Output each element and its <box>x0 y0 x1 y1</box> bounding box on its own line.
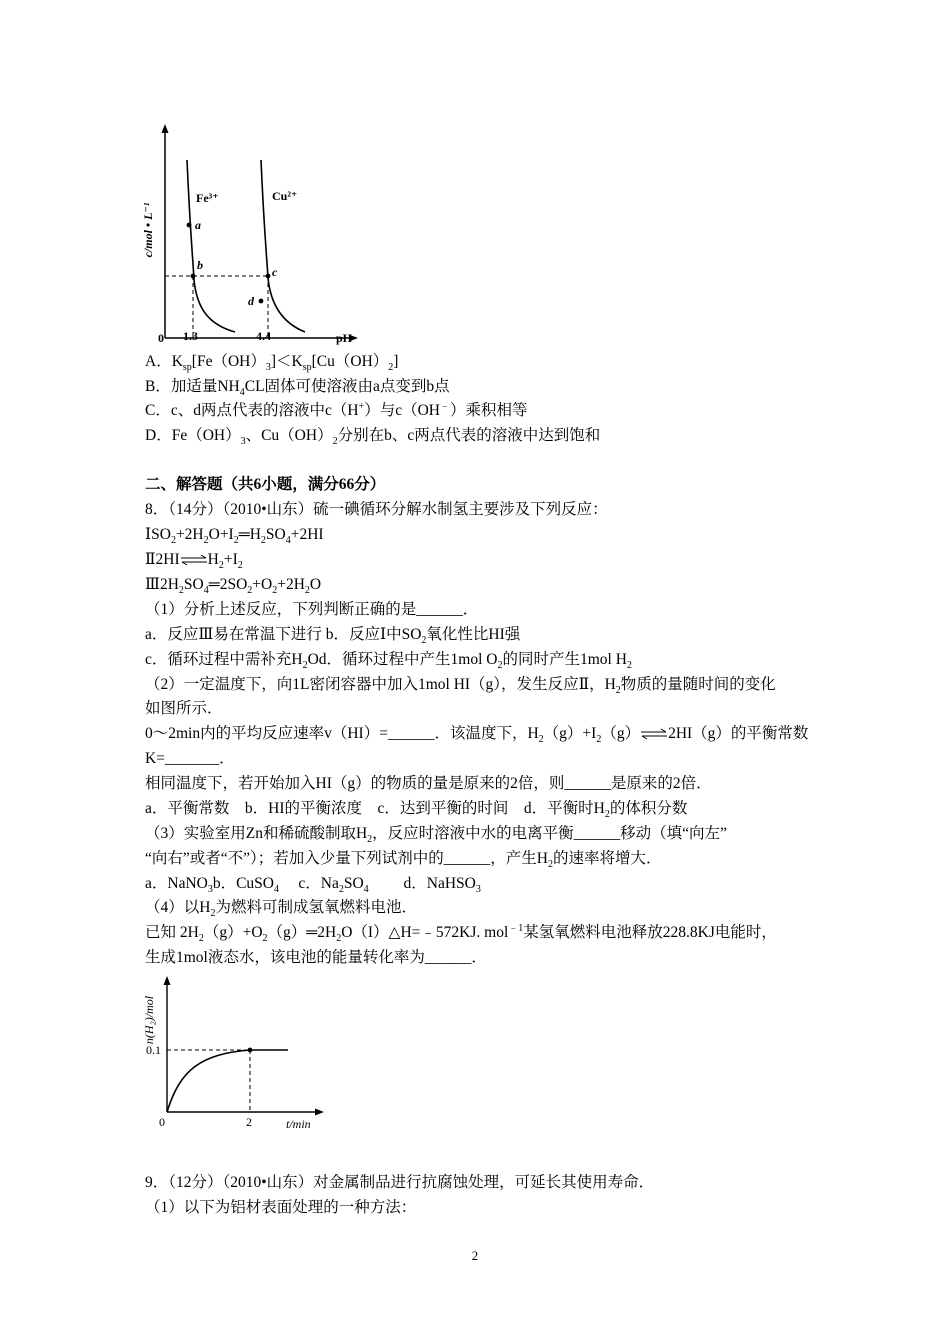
point-b <box>191 274 196 279</box>
fe-curve-label: Fe³⁺ <box>196 191 219 205</box>
option-a: A．$K_{sp}[Fe(OH)_3]<K_{sp}[Cu(OH)_2]$ <box>145 353 399 374</box>
q8-part-2-line-1: （2）一定温度下，向1L密闭容器中加入1mol HI（g），发生反应Ⅱ，$H_2$物质的量随时间的变化 <box>145 676 776 697</box>
q8-part-2-line-4: K=_______． <box>145 750 235 767</box>
q8-part-4-line-3: 生成1mol液态水，该电池的能量转化率为______． <box>145 949 487 966</box>
option-c: C．c、d两点代表的溶液中c（H+）与c（OH﹣）乘积相等 <box>145 400 528 419</box>
x-tick-2: 4.4 <box>256 329 271 343</box>
equilibrium-arrow-icon <box>640 728 668 740</box>
q8-part-1-options-cd: c．循环过程中需补充$H_2Od$．循环过程中产生1mol $O_2$的同时产生1mol $H_2$ <box>145 651 632 672</box>
q8-part-1-options-ab: a．反应Ⅲ易在常温下进行 b．反应Ⅰ中$SO_2$氧化性比HI强 <box>145 626 521 647</box>
solubility-curve-figure <box>140 120 370 350</box>
q8-part-2-line-2: 如图所示． <box>145 700 223 717</box>
point-c-label: c <box>272 265 278 279</box>
q8-reaction-3: $Ⅲ2H_2SO_4═2SO_2+O_2+2H_2O$ <box>145 576 322 597</box>
point-d <box>259 299 264 304</box>
equilibrium-point <box>248 1048 253 1053</box>
q8-part-3-line-2: “向右”或者“不”）；若加入少量下列试剂中的______，产生$H_2$的速率将增大． <box>145 850 662 871</box>
page-number: 2 <box>471 1248 479 1263</box>
q8-part-3-line-1: （3）实验室用Zn和稀硫酸制取$H_2$，反应时溶液中水的电离平衡______移动（填“向左” <box>145 825 727 846</box>
q8-part-2-options: a．平衡常数 b．HI的平衡浓度 c．达到平衡的时间 d．平衡时$H_2$的体积分数 <box>145 800 688 821</box>
q9-part-1: （1）以下为铝材表面处理的一种方法： <box>145 1199 417 1216</box>
point-a <box>187 223 192 228</box>
point-b-label: b <box>197 258 203 272</box>
y-tick-label: 0.1 <box>146 1043 161 1057</box>
q9-intro: 9．（12分）（2010•山东）对金属制品进行抗腐蚀处理，可延长其使用寿命． <box>145 1174 655 1191</box>
h2-amount-figure <box>140 970 340 1135</box>
q8-intro: 8．（14分）（2010•山东）硫一碘循环分解水制氢主要涉及下列反应： <box>145 501 608 518</box>
q8-part-2-line-3: 0～2min内的平均反应速率v（HI）=______．该温度下，$H_2(g)+I_2(g)$ 2HI（g）的平衡常数 <box>145 725 809 746</box>
y-axis-label: c/mol • L⁻¹ <box>141 202 155 258</box>
q8-part-3-options: a．NaNO$_3$b．CuSO$_4$ c．$Na_2SO_4$ d．NaHSO$_3$ <box>145 875 481 896</box>
origin-label: 0 <box>159 1115 165 1129</box>
q8-reaction-1: $ⅠSO_2+2H_2O+I_2═H_2SO_4+2HI$ <box>145 526 324 547</box>
option-d: D．$Fe(OH)_3$、$Cu(OH)_2$分别在b、c两点代表的溶液中达到饱和 <box>145 427 601 448</box>
q8-part-2-line-5: 相同温度下，若开始加入HI（g）的物质的量是原来的2倍，则______是原来的2倍． <box>145 775 712 792</box>
equilibrium-arrow-icon <box>180 554 208 566</box>
origin-label: 0 <box>158 331 164 345</box>
option-b: B．加适量$NH_4CL$固体可使溶液由a点变到b点 <box>145 378 450 399</box>
x-tick-1: 1.3 <box>183 329 198 343</box>
x-axis-label: t/min <box>286 1117 311 1131</box>
y-axis-label: n(H₂)/mol <box>142 995 156 1045</box>
cu-curve-label: Cu²⁺ <box>272 189 298 203</box>
section-heading: 二、解答题（共6小题，满分66分） <box>145 476 386 493</box>
q8-part-1: （1）分析上述反应，下列判断正确的是______． <box>145 601 479 618</box>
q8-part-4-line-1: （4）以$H_2$为燃料可制成氢氧燃料电池． <box>145 899 417 920</box>
q8-reaction-2: Ⅱ2HI $H_2+I_2$ <box>145 551 243 572</box>
point-a-label: a <box>195 218 201 232</box>
point-c <box>266 274 271 279</box>
q8-part-4-line-2: 已知 $2H_2(g)+O_2(g)═2H_2O(I)\triangle H=﹣572KJ$. mol$^{﹣1}$某氢氧燃料电池释放228.8KJ电能时， <box>145 922 777 945</box>
x-tick-label: 2 <box>246 1115 252 1129</box>
x-axis-label: pH <box>336 331 353 345</box>
point-d-label: d <box>248 294 254 308</box>
